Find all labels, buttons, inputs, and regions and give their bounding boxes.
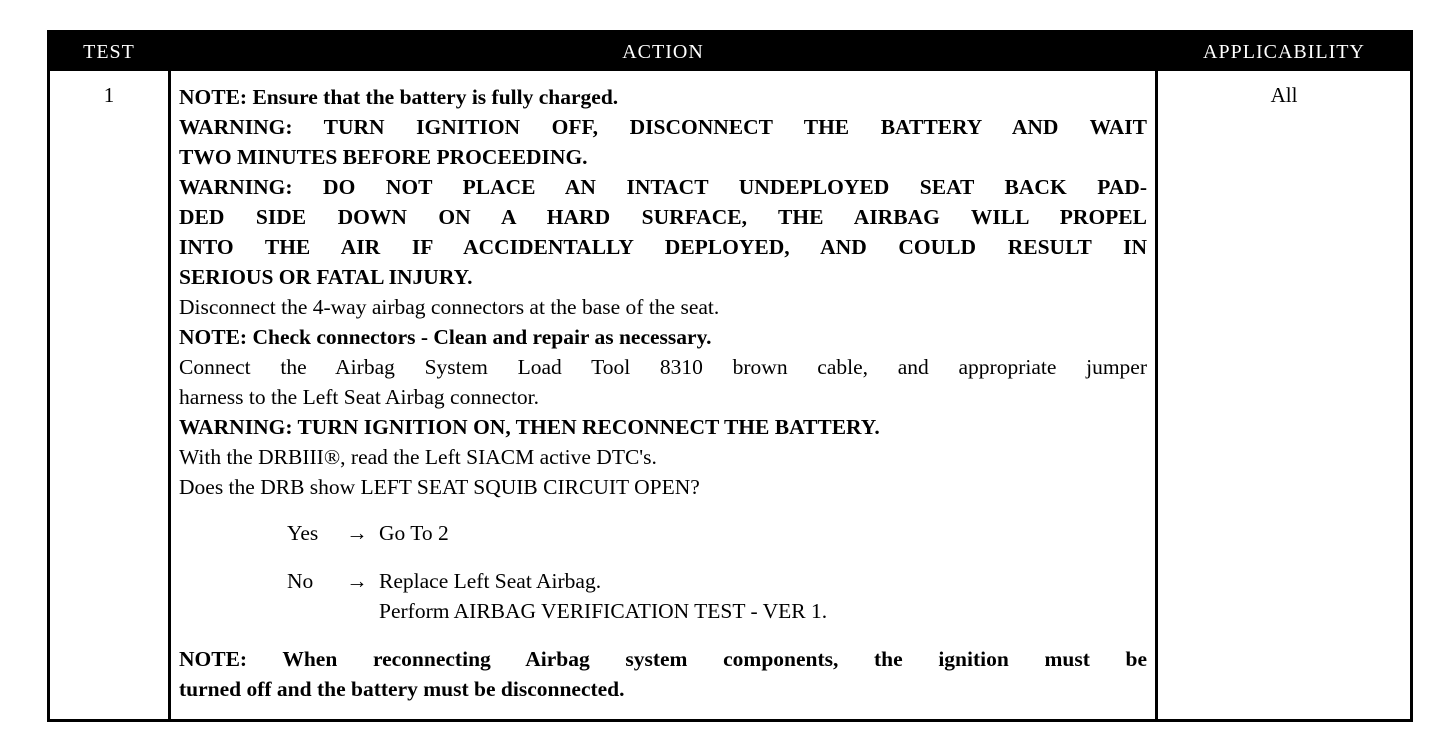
answer-no-text-line2: Perform AIRBAG VERIFICATION TEST - VER 1. bbox=[379, 599, 828, 623]
note-check-connectors: NOTE: Check connectors - Clean and repair as necessary. bbox=[179, 325, 712, 349]
question-squib-open: Does the DRB show LEFT SEAT SQUIB CIRCUIT OPEN? bbox=[179, 475, 700, 499]
answer-no bbox=[287, 566, 1147, 626]
final-note-line2: turned off and the battery must be disconnected. bbox=[179, 677, 625, 701]
diagnostic-table bbox=[47, 30, 1413, 722]
answer-yes-text: Go To 2 bbox=[379, 521, 449, 545]
answer-no-text bbox=[379, 566, 827, 626]
test-number: 1 bbox=[103, 83, 115, 107]
step-read-dtc: With the DRBIII®, read the Left SIACM active DTC's. bbox=[179, 445, 657, 469]
answer-yes bbox=[287, 518, 1147, 548]
step-connect-load-tool-line1: Connect the Airbag System Load Tool 8310 brown cable, and appropriate jumper bbox=[179, 355, 1147, 379]
warning-seat-back-line2: DED SIDE DOWN ON A HARD SURFACE, THE AIRBAG WILL PROPEL bbox=[179, 205, 1147, 229]
warning-seat-back-line4: SERIOUS OR FATAL INJURY. bbox=[179, 265, 473, 289]
header-test: TEST bbox=[50, 33, 168, 71]
answer-no-text-line1: Replace Left Seat Airbag. bbox=[379, 569, 602, 593]
warning-ignition-on: WARNING: TURN IGNITION ON, THEN RECONNECT THE BATTERY. bbox=[179, 415, 880, 439]
header-applicability: APPLICABILITY bbox=[1158, 33, 1410, 71]
final-note bbox=[179, 644, 1147, 704]
applicability-value: All bbox=[1270, 83, 1298, 107]
answer-options bbox=[287, 518, 1147, 626]
note-battery-charged: NOTE: Ensure that the battery is fully charged. bbox=[179, 85, 619, 109]
warning-seat-back-line1: WARNING: DO NOT PLACE AN INTACT UNDEPLOYED SEAT BACK PAD- bbox=[179, 175, 1147, 199]
arrow-right-icon: → bbox=[346, 521, 368, 545]
warning-ignition-off-line1: WARNING: TURN IGNITION OFF, DISCONNECT THE BATTERY AND WAIT bbox=[179, 115, 1147, 139]
answer-no-label: No bbox=[287, 569, 314, 593]
arrow-right-icon: → bbox=[346, 569, 368, 593]
step-disconnect-connectors: Disconnect the 4-way airbag connectors at the base of the seat. bbox=[179, 295, 720, 319]
warning-seat-back-line3: INTO THE AIR IF ACCIDENTALLY DEPLOYED, AND COULD RESULT IN bbox=[179, 235, 1147, 259]
header-action: ACTION bbox=[168, 33, 1158, 71]
answer-yes-label: Yes bbox=[287, 521, 319, 545]
final-note-line1: NOTE: When reconnecting Airbag system components, the ignition must be bbox=[179, 647, 1147, 671]
step-connect-load-tool-line2: harness to the Left Seat Airbag connector. bbox=[179, 385, 540, 409]
action-cell bbox=[168, 71, 1158, 719]
warning-ignition-off-line2: TWO MINUTES BEFORE PROCEEDING. bbox=[179, 145, 588, 169]
